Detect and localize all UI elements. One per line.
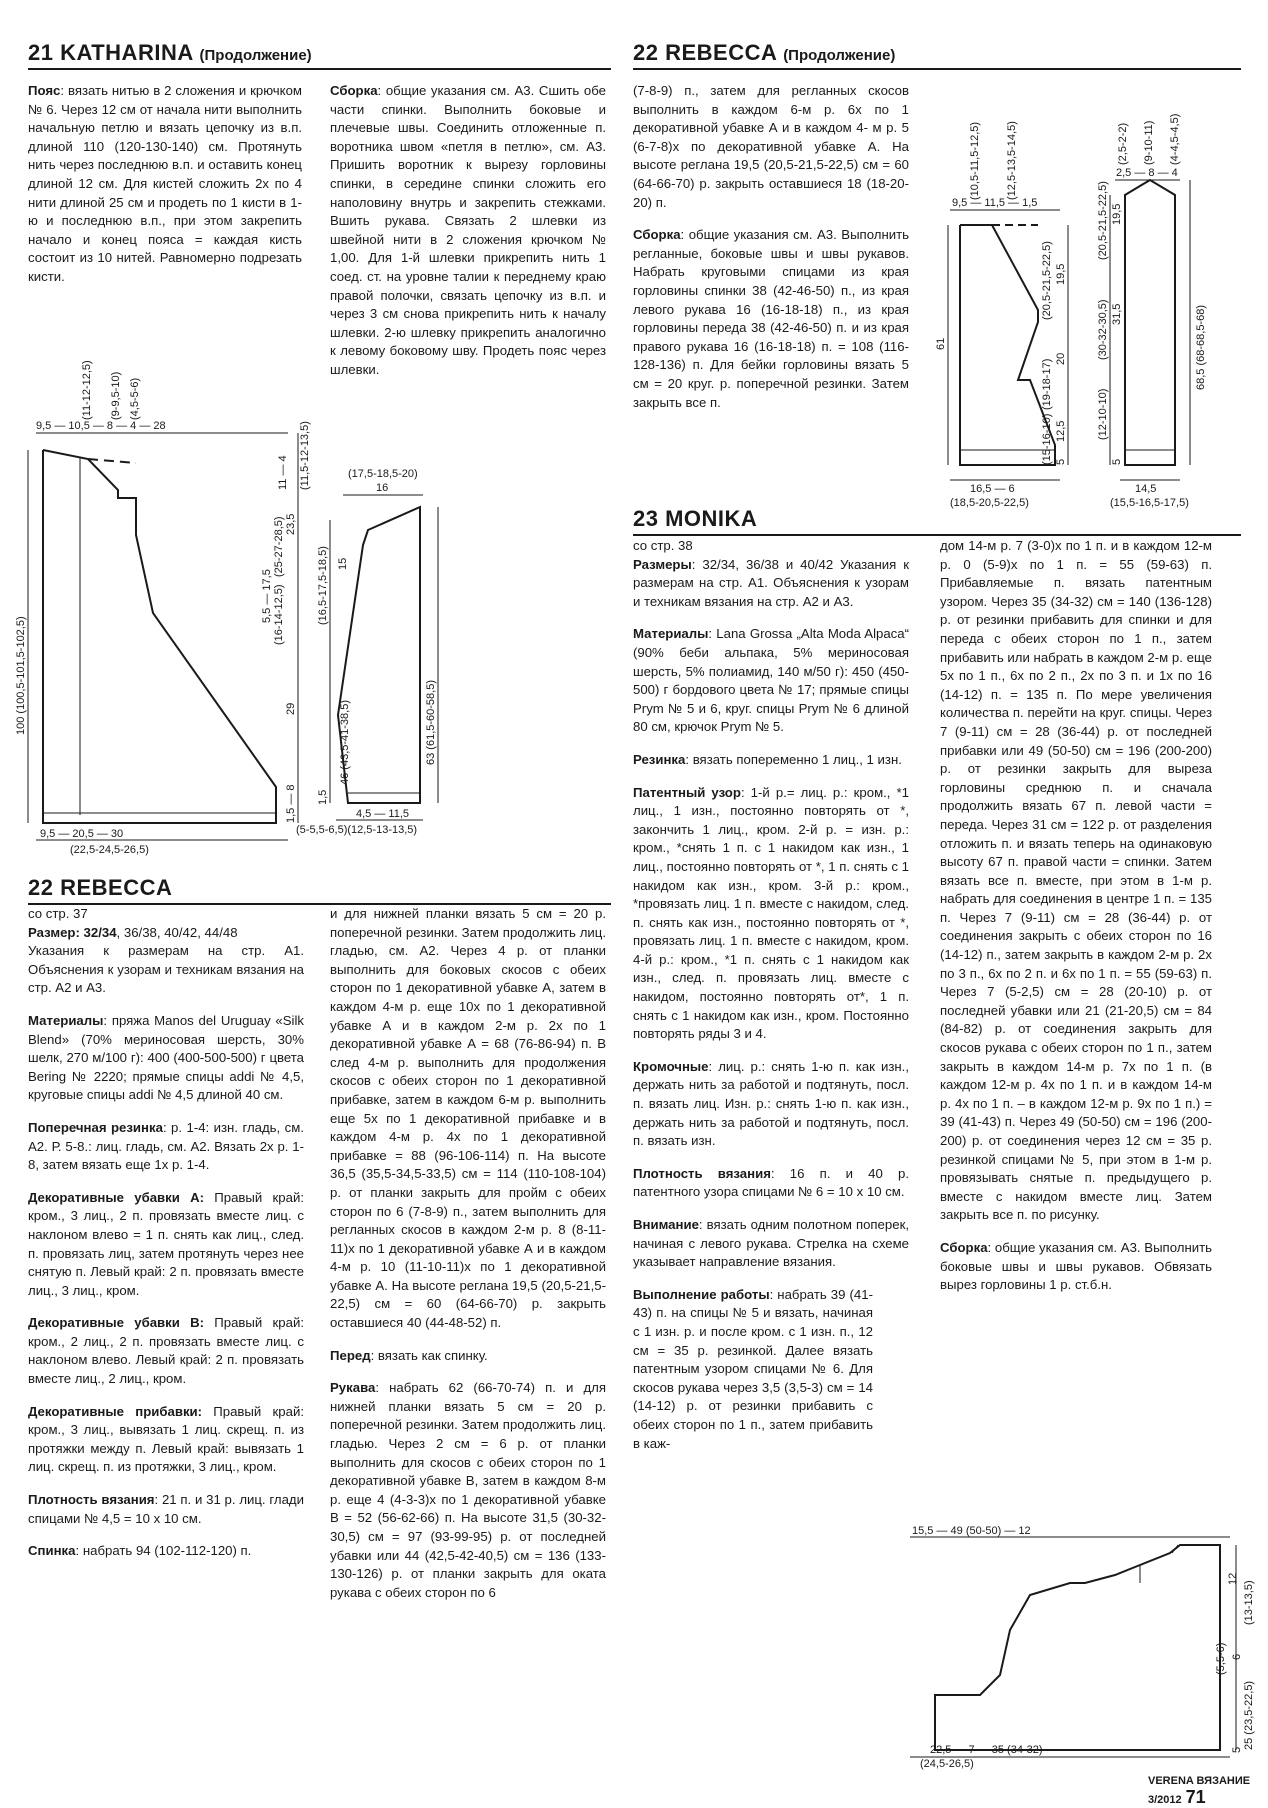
diag3-right-5: (15-16-10) bbox=[1041, 413, 1053, 465]
monika-from: со стр. 38 bbox=[633, 538, 693, 553]
rebecca-sleeves-label: Рукава bbox=[330, 1380, 376, 1396]
monika-outline bbox=[935, 1545, 1220, 1750]
assembly21-text: : общие указания см. А3. Сшить обе части спинки. Выполнить боковые и плечевые швы. Соединить отложенные п. воротника швом «петля в петлю», см. А3. Пришить воротник к вырезу горловины спинки, в середине спинки сложить его наполовину внутрь и закрепить стежками. Вшить рукава. Связать 2 шлевки из швейной нити в 2 сложения крючком № 1,00. Для 1-й шлевки прикрепить нить 1 соед. ст. на уровне талии к переднему краю правой полочки, связать цепочку из в.п. и через 3 см снова прикрепить нить к началу шлевки. 2-ю шлевку прикрепить аналогично к левому боковому шву. Продеть пояс через шлевки. bbox=[330, 83, 606, 377]
monika-work bbox=[633, 1286, 873, 1453]
rebecca-back-cont: и для нижней планки вязать 5 см = 20 р. поперечной резинки. Затем продолжить лиц. гладью, см. А2. Через 4 р. от планки выполнить для боковых скосов с обеих сторон по 1 декоративной убавке А, затем в каждом 4-м р. еще 10х по 1 декоративной убавке А и в каждом 2-м р. 2х по 1 декоративной убавке А = 68 (76-86-94) п. В след 4-м р. выполнить для продолжения скосов с обеих сторон по 1 декоративной прибавке, затем в каждом 6-м р. выполнить еще 5х по 1 декоративной прибавке и в каждом 4-м р. 4х по 1 декоративной прибавке = 88 (96-106-114) п. На высоте 36,5 (35,5-34,5-33,5) см = 114 (110-108-104) р. от планки закрыть для пройм с обеих сторон по 6 (7-8-9) п., затем выполнить для регланных скосов в каждом 2-м р. 8 (8-11-11)х по 1 декоративной убавке А и в каждом 4-м р. 10 (11-10-11)х по 1 декоративной убавке А. На высоте реглана 19,5 (20,5-21,5-22,5) см = 60 (64-66-70) р. закрыть оставшиеся 40 (44-48-52) п. bbox=[330, 906, 606, 1331]
rebecca-assembly-label: Сборка bbox=[633, 227, 681, 243]
diag5-top: 15,5 — 49 (50-50) — 12 bbox=[912, 1525, 1031, 1537]
monika-edge-text: : лиц. р.: снять 1-ю п. как изн., держать нить за работой и подтянуть, посл. п. вязать лиц. Изн. р.: снять 1-ю п. как изн., держать нить за работой и подтянуть, посл. п. вязать изн. bbox=[633, 1058, 909, 1149]
diag2-bottom2: (5-5,5-6,5)(12,5-13-13,5) bbox=[296, 824, 418, 836]
diag3-right-7: 5 bbox=[1055, 458, 1067, 465]
diag5-right-4: 6 bbox=[1231, 1653, 1243, 1660]
rebecca-cont-text: (7-8-9) п., затем для регланных скосов выполнить в каждом 6-м р. 6х по 1 декоративной убавке А и в каждом 4- м р. 5 (6-7-8)х по декоративной убавке А. На высоте реглана 19,5 (20,5-21,5-22,5) см = 60 (64-66-70) р. закрыть оставшиеся 18 (18-20-20) п. bbox=[633, 83, 909, 210]
rebecca-size-rest: , 36/38, 40/42, 44/48 bbox=[116, 924, 238, 940]
rebecca-sleeves-text: : набрать 62 (66-70-74) п. и для нижней планки вязать 5 см = 20 р. поперечной резинки. Затем продолжить лиц. гладью. Через 2 см = 6 р. от планки выполнить для скосов с обеих сторон по 1 декоративной убавке В, затем в каждом 8-м р. еще 4 (4-3-3)х по 1 декоративной убавке В = 52 (56-62-66) п. На высоте 31,5 (30-32-30,5) см = 97 (93-99-95) р. от последней убавки или 44 (42,5-42-40,5) см = 136 (133-130-126) р. от планки закрыть для оката рукава с обеих сторон по 6 bbox=[330, 1380, 606, 1600]
rebecca-decA bbox=[28, 1189, 304, 1301]
section-22c-subtitle: (Продолжение) bbox=[783, 47, 896, 64]
rebecca-sleeves bbox=[330, 1379, 606, 1602]
section-23-column-1 bbox=[633, 537, 909, 1467]
rebecca-decB bbox=[28, 1314, 304, 1388]
diag4-bottom1: 14,5 bbox=[1135, 483, 1157, 495]
rebecca-gauge-label: Плотность вязания bbox=[28, 1492, 155, 1508]
section-21-title: 21 KATHARINA bbox=[28, 40, 193, 65]
diag5-bottom2: (24,5-26,5) bbox=[920, 1758, 974, 1770]
rebecca-assembly-text: : общие указания см. А3. Выполнить регланные, боковые швы и швы рукавов. Набрать круговыми спицами из края горловины спинки 38 (42-46-50) п., из края левого рукава 16 (16-18-18) п., из края горловины переда 38 (42-46-50) п. и из края правого рукава 16 (16-18-18) п. = 108 (116-128-136) п. Для бейки горловины вязать 5 см = 20 круг. р. поперечной резинки. Затем закрыть все п. bbox=[633, 227, 909, 410]
diag4-left-3: (30-32-30,5) bbox=[1097, 299, 1109, 360]
diag1-top-vert-1: (11-12-12,5) bbox=[81, 360, 93, 420]
section-22-continued-heading bbox=[633, 40, 1241, 70]
diag2-top2: 16 bbox=[376, 482, 389, 494]
diag3-right-3: (19-18-17) bbox=[1041, 358, 1053, 410]
rebecca-back bbox=[28, 1542, 304, 1561]
diag1-bottom: 9,5 — 20,5 — 30 bbox=[40, 828, 124, 840]
rebecca-decB-label: Декоративные убавки В: bbox=[28, 1315, 205, 1331]
section-21-subtitle: (Продолжение) bbox=[199, 47, 312, 64]
diag1-right-1: 11 — 4 bbox=[277, 455, 289, 490]
monika-gauge-label: Плотность вязания bbox=[633, 1165, 771, 1181]
belt-paragraph bbox=[28, 82, 302, 287]
diag3-bottom1: 16,5 — 6 bbox=[970, 483, 1015, 495]
section-22-title: 22 REBECCA bbox=[28, 875, 173, 900]
rebecca-from: со стр. 37 bbox=[28, 906, 88, 921]
diag2-top1: (17,5-18,5-20) bbox=[348, 468, 418, 480]
section-23-column-2 bbox=[940, 537, 1212, 1309]
body-outline bbox=[43, 450, 276, 823]
diag4-top: 2,5 — 8 — 4 bbox=[1116, 167, 1178, 179]
monika-gauge bbox=[633, 1165, 909, 1202]
monika-rib bbox=[633, 751, 909, 770]
section-21-belt-column bbox=[28, 82, 302, 301]
diag4-top-vert-1: (2,5-2-2) bbox=[1117, 122, 1129, 165]
monika-intro bbox=[633, 537, 909, 611]
diag1-bottom2: (22,5-24,5-26,5) bbox=[70, 844, 149, 856]
rebecca-front-label: Перед bbox=[330, 1347, 371, 1363]
assembly21-label: Сборка bbox=[330, 83, 378, 98]
rebecca-size-text: Указания к размерам на стр. А1. Объяснения к узорам и техникам вязания на стр. А2 и А3. bbox=[28, 943, 304, 996]
rebecca-incr bbox=[28, 1403, 304, 1477]
diag3-right-6: 12,5 bbox=[1055, 420, 1067, 442]
rebecca-front bbox=[330, 1347, 606, 1366]
rebecca-materials-label: Материалы bbox=[28, 1012, 104, 1028]
diag1-right-5: 5,5 — 17,5 bbox=[261, 569, 273, 623]
diag3-top-vert-1: (10,5-11,5-12,5) bbox=[969, 121, 981, 200]
rebecca-front-text: : вязать как спинку. bbox=[370, 1347, 488, 1363]
diag3-right-2: 19,5 bbox=[1055, 263, 1067, 285]
diag3-right-4: 20 bbox=[1055, 352, 1067, 365]
monika-assembly-label: Сборка bbox=[940, 1239, 988, 1255]
rebecca-rib-label: Поперечная резинка bbox=[28, 1119, 163, 1135]
assembly21-paragraph bbox=[330, 82, 606, 380]
rebecca-incr-text: Правый край: кром., 3 лиц., вывязать 1 лиц. скрещ. п. из протяжки между п. Левый край: вывязать 1 лиц. скрещ. п. из протяжки, 3 лиц., кром. bbox=[28, 1403, 304, 1475]
page-number: 71 bbox=[1185, 1787, 1206, 1807]
section-22-column-1 bbox=[28, 905, 304, 1575]
diag1-right-7: 29 bbox=[285, 702, 297, 715]
diag2-right: 63 (61,5-60-58,5) bbox=[425, 680, 437, 765]
monika-sizes-text: : 32/34, 36/38 и 40/42 Указания к размерам на стр. А1. Объяснения к узорам и техникам вязания на стр. А2 и А3. bbox=[633, 556, 909, 609]
monika-work-cont: дом 14-м р. 7 (3-0)х по 1 п. и в каждом 12-м р. 0 (5-9)х по 1 п. = 55 (59-63) п. Прибавляемые п. вязать патентным узором. Через 35 (34-32) см = 140 (136-128) р. от резинки прибавить для спинки и для переда с обеих сторон по 1 п., затем прибавить или набрать в каждом 2-м р. еще 5х по 1 п., 6х по 2 п., 2х по 3 п. и 1х по 16 (14-12) п. = 135 п. По мере увеличения количества п. перейти на круг. спицы. Через 7 (9-11) см = 28 (36-44) р. от последней прибавки или 49 (50-50) см = 196 (200-200) р. от резинки закрыть для выреза горловины среднюю п. и сначала продолжить вязать 67 п. левой части = переда. Через 31 см = 122 р. от разделения отложить п. и вязать теперь на одинаковую высоту 67 п. правой части = спинки. Затем вязать все п. вместе, при этом в 1-м р. набрать для соединения в центре 1 п. = 135 п. Через 7 (9-11) см = 28 (36-44) р. от соединения закрыть с обеих сторон по 16 (14-12) п., затем закрыть в каждом 2-м р. 2х по 3 п., 6х по 2 п. и 6х по 1 п. = 55 (59-63) п. Через 7 (5-2,5) см = 28 (20-10) р. от последней убавки или 21 (21-20,5) см = 84 (84-82) р. от соединения закрыть для скосов рукава с обеих сторон по 1 п., затем закрыть в каждом 14-м р. 7х по 1 п. (в каждом 12-м р. 4х по 1 п. и в каждом 14-м р. 4х по 1 п. – в каждом 12-м р. 9х по 1 п.) = 39 (41-43) п. Через 49 (50-50) см = 196 (200-200) р. от соединения через 12 см = 35 р. резинкой спицами № 5, при этом в 1-м р. провязывать снятые п. предыдущего р. вместе с накидом вместе лиц. Затем закрыть все п. по рисунку. bbox=[940, 538, 1212, 1223]
rebecca-pattern-diagrams bbox=[920, 90, 1250, 510]
diag1-left-vert: 100 (100,5-101,5-102,5) bbox=[15, 616, 27, 735]
section-22c-title: 22 REBECCA bbox=[633, 40, 777, 65]
rebecca-sleeve-outline bbox=[1125, 180, 1175, 465]
diag5-right-2: (13-13,5) bbox=[1243, 1580, 1255, 1625]
monika-materials-label: Материалы bbox=[633, 626, 709, 642]
diag4-left-6: 5 bbox=[1111, 458, 1123, 465]
diag2-left-4: 1,5 bbox=[317, 789, 329, 805]
belt-text: : вязать нитью в 2 сложения и крючком № 6. Через 12 см от начала нити выполнить начальную петлю и вязать цепочку из в.п. длиной 110 (120-130-140) см. Протянуть нить через последнюю в.п. и оставить конец длиной 12 см. Для кистей сложить 2х по 4 нити длиной 25 см и продеть по 1 кисти в 1-ю и последнюю в.п., при этом закрепить начало и конец пояса = каждая кисть состоит из 10 нитей. Равномерно подрезать кисти. bbox=[28, 83, 302, 284]
diag4-top-vert-3: (4-4,5-4,5) bbox=[1169, 113, 1181, 165]
rebecca-gauge bbox=[28, 1491, 304, 1528]
monika-patent-label: Патентный узор bbox=[633, 784, 741, 800]
diag5-bottom1: 22,5 — 7 — 35 (34-32) bbox=[930, 1744, 1043, 1756]
diag4-left-2: 19,5 bbox=[1111, 203, 1123, 225]
katharina-pattern-diagrams bbox=[15, 345, 608, 865]
rebecca-decA-label: Декоративные убавки А: bbox=[28, 1189, 205, 1205]
rebecca-materials-text: : пряжа Manos del Uruguay «Silk Blend» (70% мериносовая шерсть, 30% шелк, 270 м/100 г): 400 (400-500-500) г цвета Bering № 2220; прямые спицы addi № 4,5, круговые спицы addi № 4,5 длиной 40 см. bbox=[28, 1012, 304, 1103]
monika-work-label: Выполнение работы bbox=[633, 1286, 770, 1302]
diag4-left-5: (12-10-10) bbox=[1097, 388, 1109, 440]
diag1-right-6: (16-14-12,5) bbox=[273, 584, 285, 645]
diag5-right-6: 5 bbox=[1231, 1746, 1243, 1753]
rebecca-materials bbox=[28, 1012, 304, 1105]
rebecca-incr-label: Декоративные прибавки: bbox=[28, 1403, 203, 1419]
diag4-bottom2: (15,5-16,5-17,5) bbox=[1110, 497, 1189, 509]
monika-edge-label: Кромочные bbox=[633, 1058, 709, 1074]
monika-pattern-diagram bbox=[890, 1525, 1260, 1770]
diag1-top-vert-2: (9-9,5-10) bbox=[110, 371, 122, 420]
rebecca-assembly bbox=[633, 226, 909, 412]
rebecca-rib bbox=[28, 1119, 304, 1175]
diag2-left-1: (16,5-17,5-18,5) bbox=[317, 546, 329, 625]
section-21-heading bbox=[28, 40, 611, 70]
diag2-left-2: 15 bbox=[337, 557, 349, 570]
diag1-right-2: (11,5-12-13,5) bbox=[299, 421, 311, 490]
monika-patent-text: : 1-й р.= лиц. р.: кром., *1 лиц., 1 изн., постоянно повторять от *, закончить 1 лиц., кром. 2-й р. = изн. р.: кром., *снять 1 п. с 1 накидом как изн., 1 лиц., постоянно повторять от *, 1 п. снять с 1 накидом как изн., кром. 3-й р.: кром., *провязать лиц. 1 п. вместе с накидом, след. п. снять как изн., постоянно повторять от *, провязать лиц. 1 п. вместе с накидом, кром. 4-й р.: кром., *1 п. снять с 1 накидом как изн., след. п. провязать лиц. вместе с накидом, постоянно повторять от*, 1 п. снять с 1 накидом как изн., кром. Постоянно повторять ряды 3 и 4. bbox=[633, 784, 909, 1042]
diag3-bottom2: (18,5-20,5-22,5) bbox=[950, 497, 1029, 509]
monika-attention bbox=[633, 1216, 909, 1272]
diag4-right: 68,5 (68-68,5-68) bbox=[1195, 305, 1207, 390]
rebecca-back-text: : набрать 94 (102-112-120) п. bbox=[75, 1543, 252, 1559]
diag3-top-vert-2: (12,5-13,5-14,5) bbox=[1006, 121, 1018, 200]
diag1-top-dims: 9,5 — 10,5 — 8 — 4 — 28 bbox=[36, 420, 166, 432]
diag2-bottom1: 4,5 — 11,5 bbox=[356, 808, 409, 820]
rebecca-size-label: Размер: 32/34 bbox=[28, 924, 117, 940]
diag4-top-vert-2: (9-10-11) bbox=[1143, 120, 1155, 165]
monika-assembly-text: : общие указания см. А3. Выполнить боковые швы и швы рукавов. Обвязать вырез горловины 1 р. ст.б.н. bbox=[940, 1239, 1212, 1293]
diag3-top: 9,5 — 11,5 — 1,5 bbox=[952, 197, 1038, 209]
diag1-right-4: (25-27-28,5) bbox=[273, 516, 285, 577]
diag4-left-4: 31,5 bbox=[1111, 303, 1123, 325]
footer-brand: VERENA ВЯЗАНИЕ 3/2012 bbox=[1148, 1775, 1251, 1806]
section-23-title: 23 MONIKA bbox=[633, 506, 758, 531]
diag1-right-3: 23,5 bbox=[285, 513, 297, 535]
monika-gauge-text: : 16 п. и 40 р. патентного узора спицами № 6 = 10 х 10 см. bbox=[633, 1165, 909, 1200]
diag5-right-1: 12 bbox=[1227, 1572, 1239, 1585]
section-22-heading bbox=[28, 875, 611, 905]
diag5-right-3: (5,5-6) bbox=[1215, 1642, 1227, 1675]
monika-attention-text: : вязать одним полотном поперек, начиная с левого рукава. Стрелка на схеме указывает направление вязания. bbox=[633, 1217, 909, 1270]
monika-edge bbox=[633, 1058, 909, 1151]
monika-work-text: : набрать 39 (41-43) п. на спицы № 5 и вязать, начиная с 1 изн. р. и после кром. с 1 изн. п., 12 см = 35 р. резинкой. Далее вязать патентным узором спицами № 6. Для скосов рукава через 3,5 (3,5-3) см = 14 (14-12) р. от резинки прибавить с обеих сторон по 1 п., затем прибавить в каж- bbox=[633, 1286, 873, 1451]
rebecca-rib-text: : р. 1-4: изн. гладь, см. А2. Р. 5-8.: лиц. гладь, см. А2. Вязать 2х р. 1-8, затем вязать еще 1х р. 1-4. bbox=[28, 1119, 304, 1173]
diag1-right-8: 1,5 — 8 bbox=[285, 784, 297, 823]
monika-materials-text: : Lana Grossa „Alta Moda Alpaca“ (90% беби альпака, 5% мериносовая шерсть, 5% полиамид, 140 м/50 г): 450 (450-500) г бордового цвета № 17; прямые спицы Prym № 5 и 6, круг. спицы Prym № 6 длиной 80 см, крючок Prym № 5. bbox=[633, 626, 909, 735]
diag2-left-3: 46 (43,5-41-38,5) bbox=[339, 700, 351, 785]
rebecca-decB-text: Правый край: кром., 2 лиц., 2 п. провязать вместе лиц. с наклоном влево. Левый край: 2 п. провязать вместе лиц., 2 лиц., кром. bbox=[28, 1315, 304, 1387]
diag5-right-5: 25 (23,5-22,5) bbox=[1243, 1680, 1255, 1750]
belt-label: Пояс bbox=[28, 83, 61, 98]
rebecca-gauge-text: : 21 п. и 31 р. лиц. глади спицами № 4,5 = 10 х 10 см. bbox=[28, 1492, 304, 1526]
section-22-column-2 bbox=[330, 905, 606, 1616]
monika-materials bbox=[633, 625, 909, 737]
section-23-heading bbox=[633, 506, 1241, 536]
rebecca-intro bbox=[28, 905, 304, 998]
page-footer bbox=[1148, 1775, 1268, 1808]
monika-rib-label: Резинка bbox=[633, 751, 686, 767]
monika-rib-text: : вязать попеременно 1 лиц., 1 изн. bbox=[685, 751, 902, 767]
diag1-top-vert-3: (4,5-5-6) bbox=[129, 377, 141, 420]
section-22-continued-column bbox=[633, 82, 909, 426]
rebecca-decA-text: Правый край: кром., 3 лиц., 2 п. провязать вместе лиц. с наклоном влево = 1 п. снять как лиц., след. п. провязать лиц, затем протянуть через нее снятую п. Левый край: 2 п. провязать вместе лиц., 3 лиц., кром. bbox=[28, 1189, 304, 1298]
monika-sizes-label: Размеры bbox=[633, 556, 692, 572]
diag3-left: 61 bbox=[935, 337, 947, 350]
monika-assembly bbox=[940, 1239, 1212, 1295]
diag4-left-1: (20,5-21,5-22,5) bbox=[1097, 181, 1109, 260]
monika-attention-label: Внимание bbox=[633, 1217, 699, 1232]
monika-patent bbox=[633, 784, 909, 1044]
rebecca-back-label: Спинка bbox=[28, 1543, 76, 1559]
diag3-right-1: (20,5-21,5-22,5) bbox=[1041, 241, 1053, 320]
